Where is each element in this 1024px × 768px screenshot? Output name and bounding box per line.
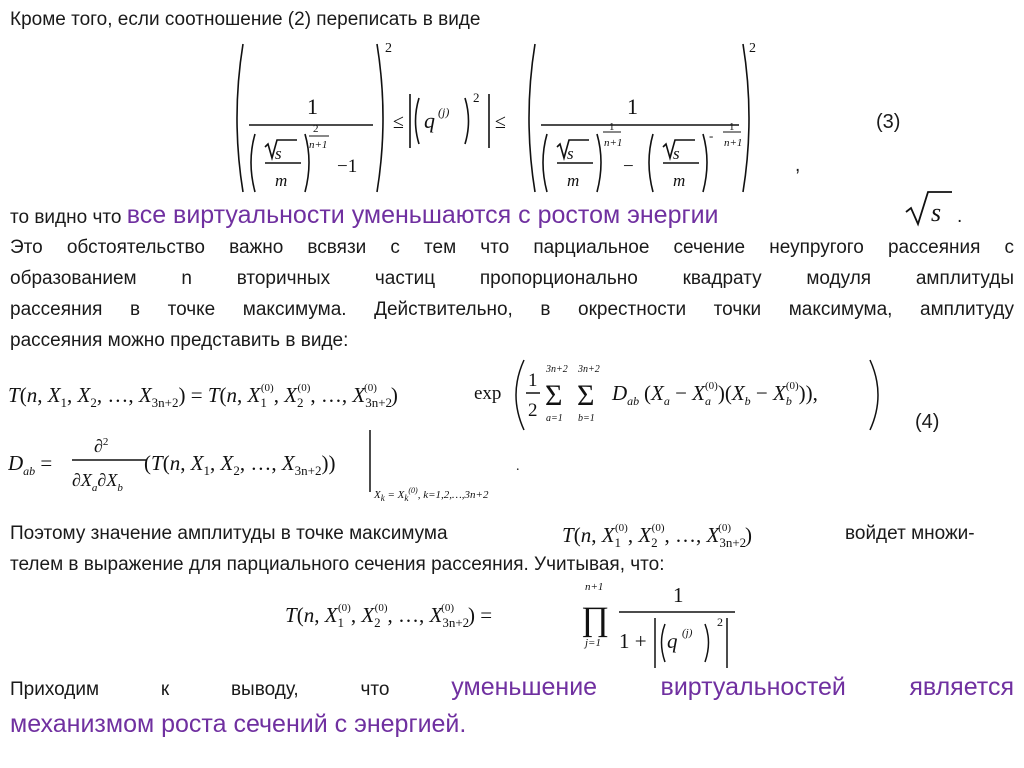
- equation-3-number: (3): [876, 111, 901, 133]
- svg-text:(j): (j): [682, 627, 693, 639]
- svg-text:≤: ≤: [393, 111, 404, 133]
- conclusion-line: [10, 670, 1014, 707]
- equation-3-comma: ,: [795, 155, 801, 176]
- svg-text:m: m: [567, 171, 580, 190]
- svg-text:Σ: Σ: [545, 379, 563, 412]
- svg-text:q: q: [424, 108, 435, 133]
- svg-text:j=1: j=1: [585, 637, 601, 649]
- intro-line: Кроме того, если соотношение (2) переписать в виде: [10, 9, 481, 30]
- svg-text:q: q: [667, 629, 678, 653]
- svg-text:2: 2: [473, 90, 480, 105]
- svg-text:3n+2: 3n+2: [546, 364, 568, 375]
- paragraph2-line-2: телем в выражение для парциального сечения рассеяния. Учитывая, что:: [10, 554, 665, 575]
- svg-text:n+1: n+1: [309, 139, 328, 151]
- svg-text:m: m: [275, 171, 288, 190]
- svg-text:∏: ∏: [581, 601, 609, 638]
- svg-text:n+1: n+1: [724, 137, 743, 149]
- svg-text:2: 2: [717, 615, 723, 629]
- svg-text:Dab =: $D_{ab}$ =: [8, 451, 53, 478]
- svg-text:1: 1: [627, 94, 638, 119]
- svg-text:∂Xa∂Xb: $\partial X_a\partial X_b$: [72, 470, 123, 494]
- svg-text:1: 1: [729, 121, 735, 133]
- svg-text:a=1: a=1: [546, 413, 563, 424]
- paragraph-line-1: Это обстоятельство важно всвязи с тем что парциальное сечение неупругого рассеяния с: [10, 237, 1014, 258]
- paragraph-line-2: образованием n вторичных частиц пропорционально квадрату модуля амплитуды: [10, 268, 1014, 289]
- svg-text:b=1: b=1: [578, 413, 595, 424]
- conclusion-highlight-2: механизмом роста сечений с энергией.: [10, 710, 467, 738]
- svg-text:1: 1: [307, 94, 318, 119]
- svg-text:exp: exp: [474, 383, 502, 404]
- svg-text:m: m: [673, 171, 686, 190]
- svg-text:s: s: [931, 198, 942, 227]
- svg-text:s: s: [275, 144, 282, 163]
- svg-text:T(n, X1, X2, …, X3n+2) = T(n,: T(n, $X_1$, $X_2$, …, $X_{3n+2}) = T(n$, $X_1(0)$, $X_2(0)$, …, $X_{3n+2}(0)$ ): [8, 382, 398, 410]
- svg-text:2: 2: [385, 41, 392, 56]
- svg-text:1 +: 1 +: [619, 629, 647, 653]
- svg-text:1: 1: [528, 370, 538, 391]
- sqrt-s-symbol: [904, 190, 954, 228]
- svg-text:s: s: [567, 144, 574, 163]
- line2-end: .: [957, 206, 963, 227]
- svg-text:T(n, X1(0), X2(0), …, X3n+2(0): T(n, $X_1(0)$, $X_2(0)$, …, $X_{3n+2}(0)$ ) =: [285, 602, 493, 630]
- svg-text:(j): (j): [438, 105, 450, 119]
- paragraph2-line-1-prefix: Поэтому значение амплитуды в точке максимума: [10, 523, 448, 544]
- svg-text:3n+2: 3n+2: [578, 364, 600, 375]
- svg-text:T(n, X1(0), X2(0), …, X3n+2(0): T(n, $X_1(0)$, $X_2(0)$, …, $X_{3n+2}(0)$ ): [562, 522, 752, 550]
- paragraph-line-4: рассеяния можно представить в виде:: [10, 330, 349, 351]
- line2-prefix: то видно что: [10, 207, 122, 228]
- conclusion-line-1: [10, 200, 719, 233]
- product-formula: [285, 578, 745, 674]
- svg-text:Σ: Σ: [577, 379, 595, 412]
- svg-text:∂2: ∂$^2$: [94, 436, 109, 456]
- svg-text:1: 1: [609, 121, 615, 133]
- conclusion-highlight-1: уменьшение виртуальностей является: [451, 673, 1014, 701]
- svg-text:1: 1: [673, 583, 684, 607]
- svg-text:−: −: [623, 156, 634, 177]
- svg-text:-: -: [709, 128, 714, 143]
- svg-text:2: 2: [749, 41, 756, 56]
- equation-3: [225, 36, 770, 200]
- virtuality-highlight: все виртуальности уменьшаются с ростом энергии: [126, 201, 719, 229]
- paragraph-line-3: рассеяния в точке максимума. Действительно, в окрестности точки максимума, амплитуду: [10, 299, 1014, 320]
- svg-text:2: 2: [528, 400, 538, 421]
- svg-text:−1: −1: [337, 156, 358, 177]
- paragraph2-line-1-suffix: войдет множи-: [845, 523, 975, 544]
- svg-text:n+1: n+1: [604, 137, 623, 149]
- svg-text:n+1: n+1: [585, 581, 604, 593]
- svg-text:≤: ≤: [495, 111, 506, 133]
- svg-text:2: 2: [313, 123, 319, 135]
- svg-text:(T(n, X1, X2, …, X3n+2)): (T(n, $X_1$, $X_2$, …, $X_{3n+2}$)): [144, 451, 336, 478]
- svg-text:Dab: $D_{ab}$: [612, 381, 640, 408]
- svg-text:(Xa − Xa(0))(Xb − Xb(0))),: $(X_a - X_a(0))(X_b - X_b(0))$),: [644, 380, 818, 408]
- svg-text:.: .: [516, 459, 520, 474]
- svg-text:Xk = Xk(0), k=1,2,…,3n+2: $X_k = X_k^{(0)}$, k=1,2,…,3n+2: [374, 486, 489, 503]
- conclusion-prefix: Приходим к выводу, что: [10, 679, 390, 700]
- equation-4: [8, 358, 888, 504]
- equation-4-number: (4): [915, 411, 940, 433]
- svg-text:s: s: [673, 144, 680, 163]
